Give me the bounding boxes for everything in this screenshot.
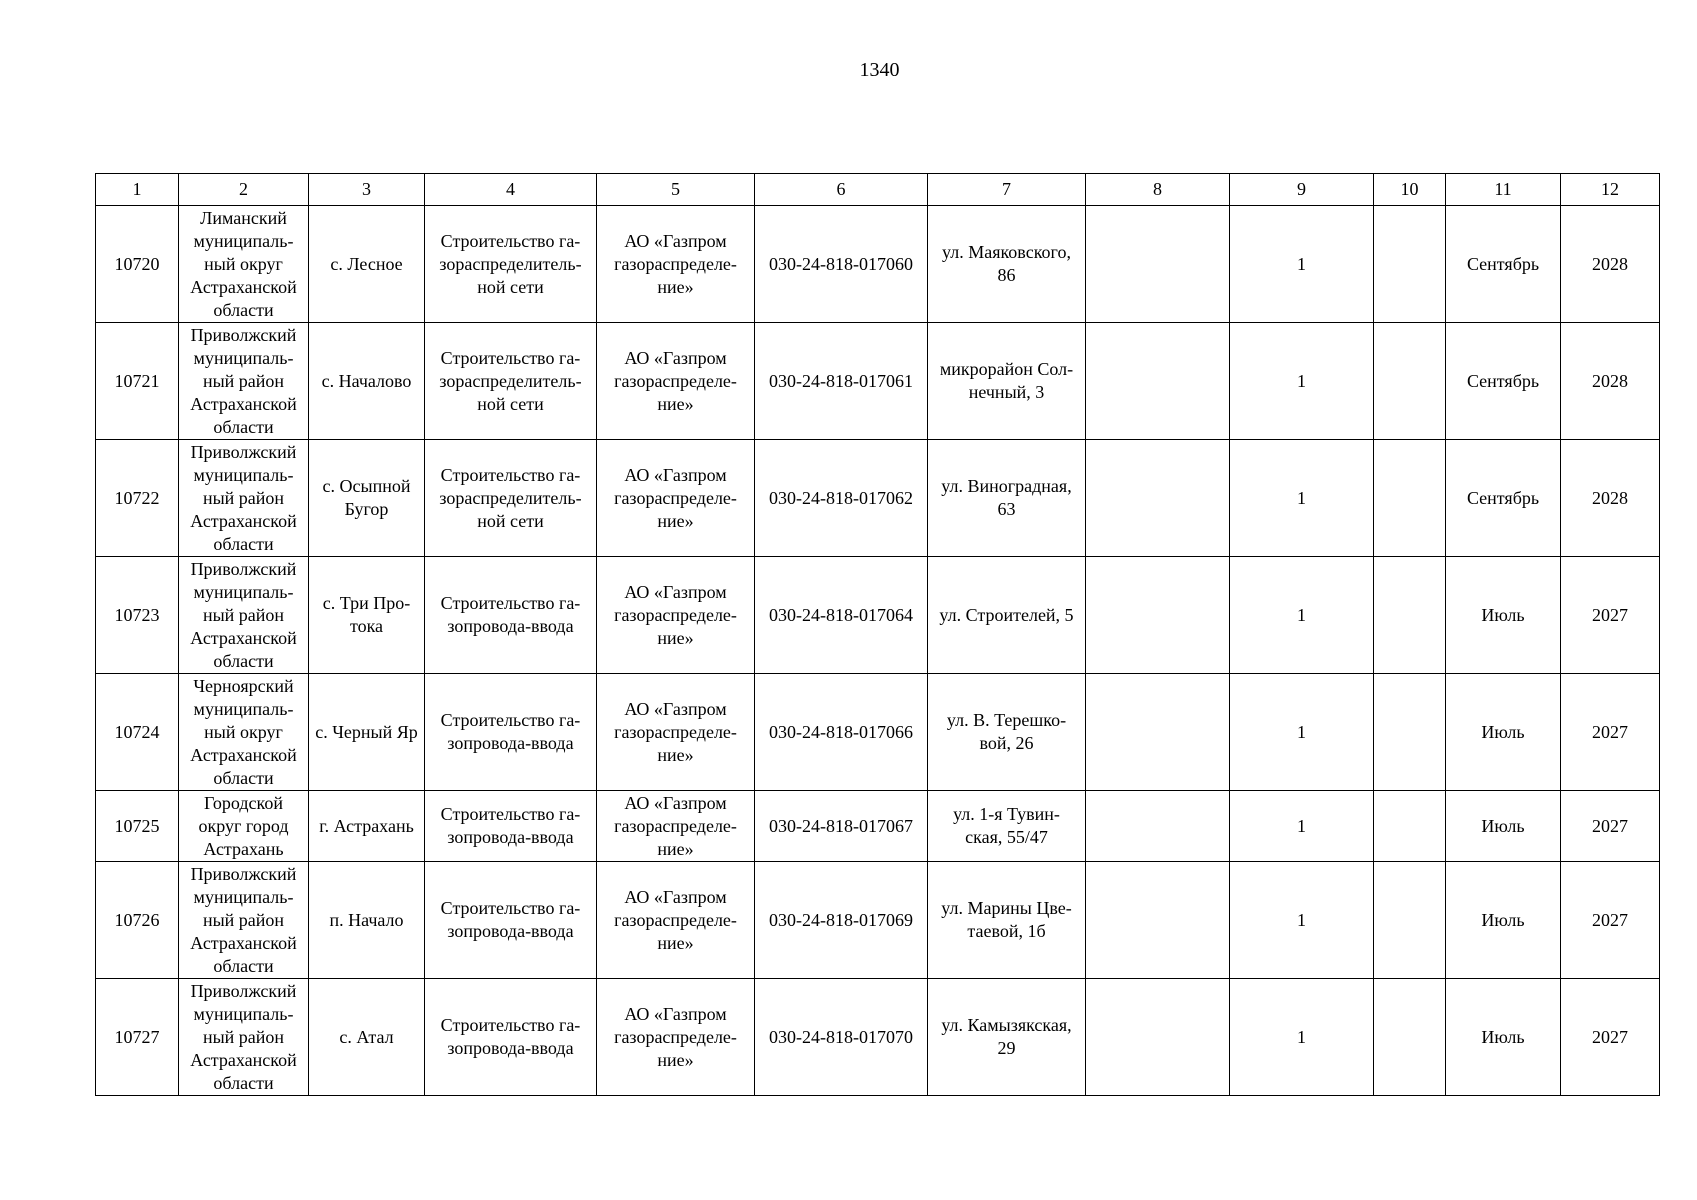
column-header: 11 [1446, 174, 1561, 206]
municipality-cell: Приволжский муниципаль- ный район Астраханской области [179, 862, 309, 979]
month-cell: Сентябрь [1446, 206, 1561, 323]
row-number-cell: 10724 [96, 674, 179, 791]
settlement-cell: п. Начало [309, 862, 425, 979]
table-body [96, 174, 1660, 1096]
row-number-cell: 10726 [96, 862, 179, 979]
organization-cell: АО «Газпром газораспределе- ние» [597, 323, 755, 440]
address-cell: ул. Маяковского, 86 [928, 206, 1086, 323]
work-type-cell: Строительство га- зопровода-ввода [425, 979, 597, 1096]
table-row [96, 791, 1660, 862]
column-header: 12 [1561, 174, 1660, 206]
row-number-cell: 10725 [96, 791, 179, 862]
work-type-cell: Строительство га- зопровода-ввода [425, 862, 597, 979]
row-number-cell: 10723 [96, 557, 179, 674]
column-10-cell [1374, 979, 1446, 1096]
object-code-cell: 030-24-818-017060 [755, 206, 928, 323]
municipality-cell: Приволжский муниципаль- ный район Астраханской области [179, 979, 309, 1096]
column-10-cell [1374, 206, 1446, 323]
page-number: 1340 [859, 59, 900, 81]
year-cell: 2027 [1561, 791, 1660, 862]
table-row [96, 862, 1660, 979]
settlement-cell: с. Атал [309, 979, 425, 1096]
organization-cell: АО «Газпром газораспределе- ние» [597, 791, 755, 862]
work-type-cell: Строительство га- зопровода-ввода [425, 557, 597, 674]
month-cell: Июль [1446, 862, 1561, 979]
month-cell: Сентябрь [1446, 323, 1561, 440]
column-header: 9 [1230, 174, 1374, 206]
year-cell: 2028 [1561, 323, 1660, 440]
column-header: 7 [928, 174, 1086, 206]
year-cell: 2027 [1561, 557, 1660, 674]
table-row [96, 979, 1660, 1096]
column-8-cell [1086, 206, 1230, 323]
settlement-cell: с. Черный Яр [309, 674, 425, 791]
settlement-cell: с. Три Про- тока [309, 557, 425, 674]
organization-cell: АО «Газпром газораспределе- ние» [597, 674, 755, 791]
column-10-cell [1374, 440, 1446, 557]
column-header: 4 [425, 174, 597, 206]
quantity-cell: 1 [1230, 791, 1374, 862]
column-header: 6 [755, 174, 928, 206]
row-number-cell: 10721 [96, 323, 179, 440]
object-code-cell: 030-24-818-017070 [755, 979, 928, 1096]
column-8-cell [1086, 791, 1230, 862]
column-10-cell [1374, 674, 1446, 791]
address-cell: ул. В. Терешко- вой, 26 [928, 674, 1086, 791]
organization-cell: АО «Газпром газораспределе- ние» [597, 206, 755, 323]
work-type-cell: Строительство га- зораспределитель- ной сети [425, 206, 597, 323]
quantity-cell: 1 [1230, 674, 1374, 791]
month-cell: Июль [1446, 557, 1561, 674]
municipality-cell: Приволжский муниципаль- ный район Астраханской области [179, 323, 309, 440]
column-header: 5 [597, 174, 755, 206]
year-cell: 2027 [1561, 862, 1660, 979]
organization-cell: АО «Газпром газораспределе- ние» [597, 979, 755, 1096]
column-8-cell [1086, 674, 1230, 791]
column-8-cell [1086, 440, 1230, 557]
organization-cell: АО «Газпром газораспределе- ние» [597, 440, 755, 557]
address-cell: микрорайон Сол- нечный, 3 [928, 323, 1086, 440]
object-code-cell: 030-24-818-017069 [755, 862, 928, 979]
column-8-cell [1086, 557, 1230, 674]
month-cell: Июль [1446, 791, 1561, 862]
year-cell: 2028 [1561, 206, 1660, 323]
column-header: 3 [309, 174, 425, 206]
quantity-cell: 1 [1230, 440, 1374, 557]
column-header: 8 [1086, 174, 1230, 206]
column-8-cell [1086, 323, 1230, 440]
month-cell: Июль [1446, 674, 1561, 791]
municipality-cell: Черноярский муниципаль- ный округ Астраханской области [179, 674, 309, 791]
year-cell: 2027 [1561, 674, 1660, 791]
work-type-cell: Строительство га- зораспределитель- ной сети [425, 440, 597, 557]
row-number-cell: 10720 [96, 206, 179, 323]
table-row [96, 674, 1660, 791]
row-number-cell: 10727 [96, 979, 179, 1096]
address-cell: ул. 1-я Тувин- ская, 55/47 [928, 791, 1086, 862]
column-8-cell [1086, 862, 1230, 979]
work-type-cell: Строительство га- зопровода-ввода [425, 674, 597, 791]
table-row [96, 206, 1660, 323]
table-row [96, 323, 1660, 440]
municipality-cell: Приволжский муниципаль- ный район Астраханской области [179, 440, 309, 557]
address-cell: ул. Строителей, 5 [928, 557, 1086, 674]
quantity-cell: 1 [1230, 323, 1374, 440]
object-code-cell: 030-24-818-017061 [755, 323, 928, 440]
organization-cell: АО «Газпром газораспределе- ние» [597, 862, 755, 979]
settlement-cell: с. Началово [309, 323, 425, 440]
gasification-table [95, 173, 1660, 1096]
object-code-cell: 030-24-818-017067 [755, 791, 928, 862]
settlement-cell: с. Лесное [309, 206, 425, 323]
row-number-cell: 10722 [96, 440, 179, 557]
column-header: 10 [1374, 174, 1446, 206]
column-10-cell [1374, 557, 1446, 674]
address-cell: ул. Камызякская, 29 [928, 979, 1086, 1096]
column-header: 2 [179, 174, 309, 206]
column-number-row [96, 174, 1660, 206]
table-row [96, 557, 1660, 674]
municipality-cell: Лиманский муниципаль- ный округ Астраханской области [179, 206, 309, 323]
object-code-cell: 030-24-818-017064 [755, 557, 928, 674]
column-8-cell [1086, 979, 1230, 1096]
work-type-cell: Строительство га- зораспределитель- ной сети [425, 323, 597, 440]
table-row [96, 440, 1660, 557]
quantity-cell: 1 [1230, 206, 1374, 323]
municipality-cell: Городской округ город Астрахань [179, 791, 309, 862]
column-10-cell [1374, 862, 1446, 979]
quantity-cell: 1 [1230, 979, 1374, 1096]
address-cell: ул. Марины Цве- таевой, 1б [928, 862, 1086, 979]
work-type-cell: Строительство га- зопровода-ввода [425, 791, 597, 862]
year-cell: 2027 [1561, 979, 1660, 1096]
address-cell: ул. Виноградная, 63 [928, 440, 1086, 557]
settlement-cell: г. Астрахань [309, 791, 425, 862]
quantity-cell: 1 [1230, 557, 1374, 674]
month-cell: Сентябрь [1446, 440, 1561, 557]
column-10-cell [1374, 791, 1446, 862]
column-header: 1 [96, 174, 179, 206]
column-10-cell [1374, 323, 1446, 440]
settlement-cell: с. Осыпной Бугор [309, 440, 425, 557]
object-code-cell: 030-24-818-017062 [755, 440, 928, 557]
organization-cell: АО «Газпром газораспределе- ние» [597, 557, 755, 674]
municipality-cell: Приволжский муниципаль- ный район Астраханской области [179, 557, 309, 674]
month-cell: Июль [1446, 979, 1561, 1096]
quantity-cell: 1 [1230, 862, 1374, 979]
year-cell: 2028 [1561, 440, 1660, 557]
object-code-cell: 030-24-818-017066 [755, 674, 928, 791]
